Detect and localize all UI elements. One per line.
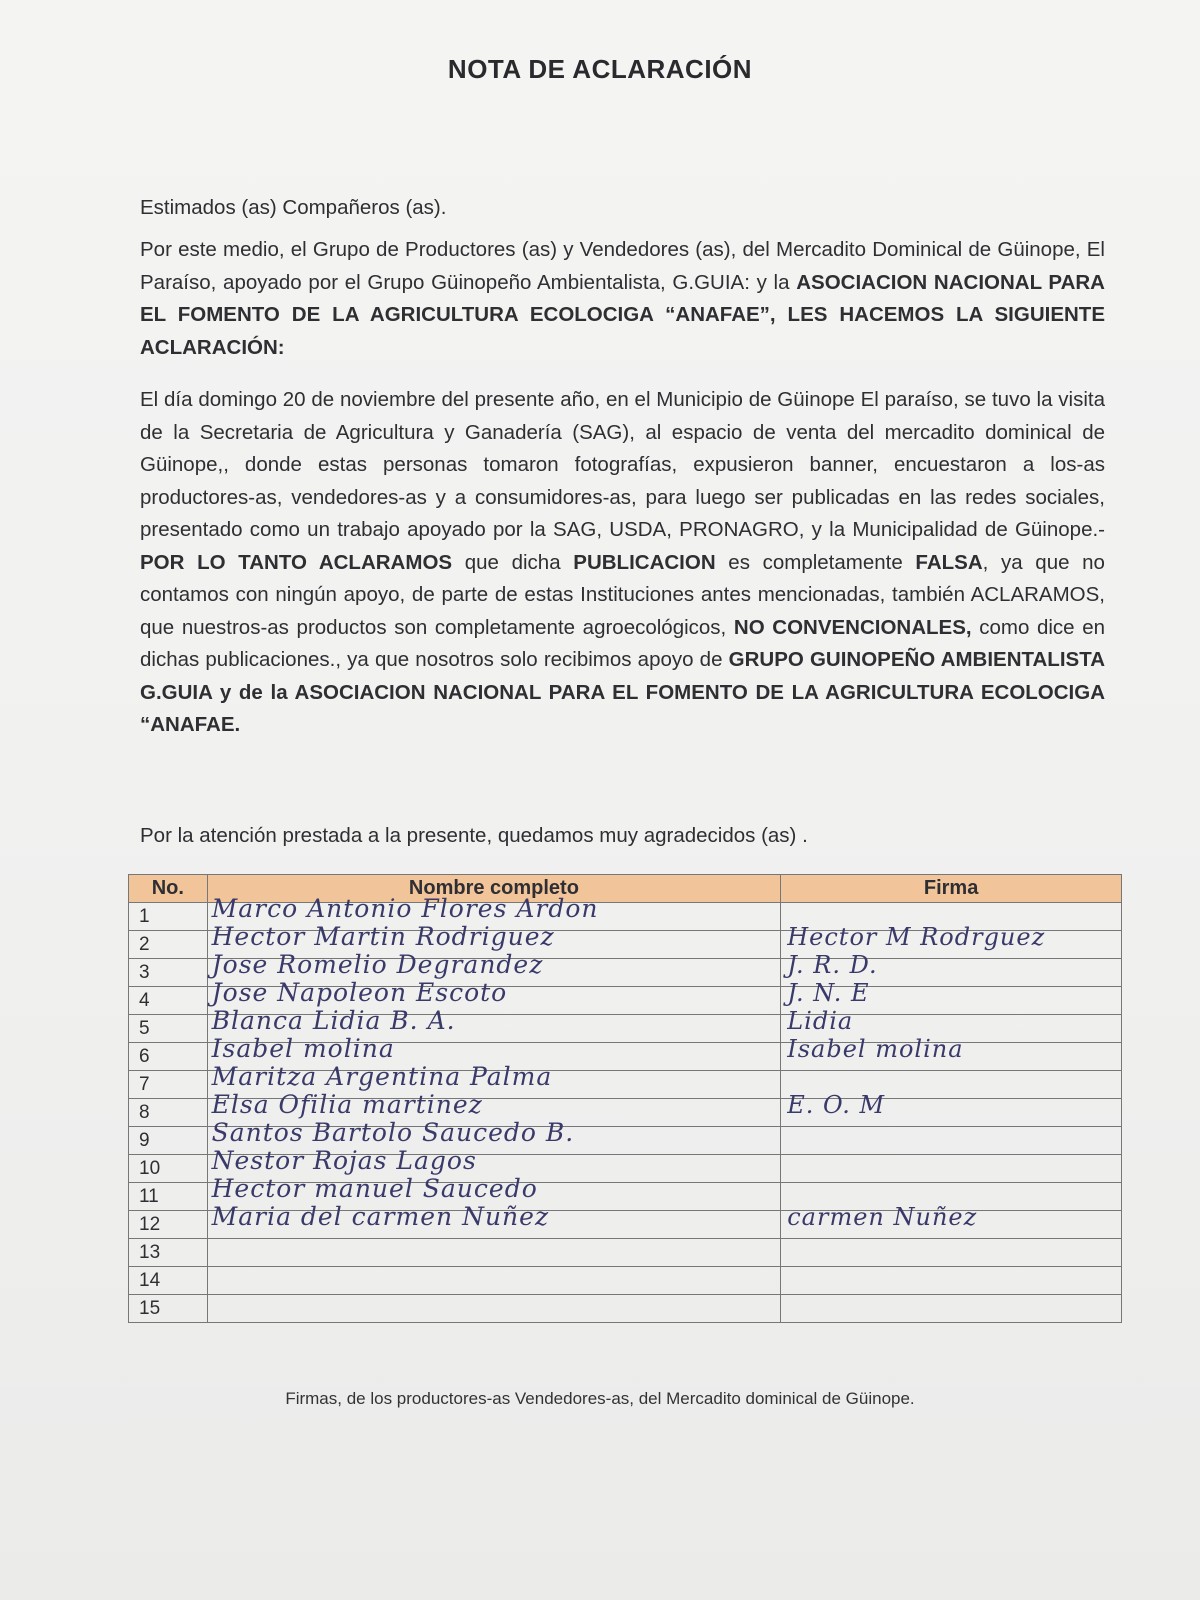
row-number: 8 xyxy=(129,1099,208,1127)
header-nombre: Nombre completo xyxy=(207,875,781,903)
row-firma-cell xyxy=(781,1091,1122,1127)
table-row xyxy=(129,1295,1122,1323)
signature: Lidia xyxy=(787,1007,854,1035)
row-number: 6 xyxy=(129,1043,208,1071)
greeting: Estimados (as) Compañeros (as). xyxy=(140,196,447,219)
row-number: 4 xyxy=(129,987,208,1015)
row-number: 13 xyxy=(129,1239,208,1267)
signature: Hector M Rodrguez xyxy=(787,923,1046,951)
row-number: 15 xyxy=(129,1295,208,1323)
signature-table xyxy=(128,874,1122,1323)
signature: Isabel molina xyxy=(787,1035,964,1063)
signature: E. O. M xyxy=(787,1091,886,1119)
body-text-4: , ya que no contamos con ningún apoyo, de parte de estas Instituciones antes mencionadas, también ACLARAMOS, que nuestros-as productos son completamente agroecológicos, xyxy=(140,550,1105,639)
handwritten-name: Elsa Ofilia martinez xyxy=(211,1090,483,1119)
body-text-3: es completamente xyxy=(715,550,916,574)
row-number: 14 xyxy=(129,1267,208,1295)
header-no: No. xyxy=(129,875,208,903)
body-text-5: como dice en dichas publicaciones., ya que nosotros solo recibimos apoyo de xyxy=(140,615,1106,671)
row-number: 3 xyxy=(129,959,208,987)
body-text-2: que dicha xyxy=(452,550,574,574)
handwritten-name: Hector manuel Saucedo xyxy=(211,1174,538,1203)
handwritten-name: Santos Bartolo Saucedo B. xyxy=(211,1118,575,1147)
row-number: 12 xyxy=(129,1211,208,1239)
row-firma-cell xyxy=(781,1155,1122,1183)
row-firma-cell xyxy=(781,1203,1122,1239)
intro-paragraph xyxy=(140,234,1105,364)
row-firma-cell xyxy=(781,1239,1122,1267)
row-number: 2 xyxy=(129,931,208,959)
row-number: 7 xyxy=(129,1071,208,1099)
signature: J. R. D. xyxy=(787,951,878,979)
row-firma-cell xyxy=(781,1127,1122,1155)
body-bold-4: NO CONVENCIONALES, xyxy=(733,615,972,639)
signature: carmen Nuñez xyxy=(787,1203,978,1231)
body-text-1: El día domingo 20 de noviembre del presente año, en el Municipio de Güinope El paraíso, se tuvo la visita de la Secretaria de Agricultura y Ganadería (SAG), al espacio de venta del mercadito dominical de Güinope,, donde estas personas tomaron fotografías, expusieron banner, encuestaron a los-as productores-as, vendedores-as y a consumidores-as, para luego ser publicadas en las redes sociales, presentado como un trabajo apoyado por la SAG, USDA, PRONAGRO, y la Municipalidad de Güinope.- xyxy=(140,388,1105,541)
handwritten-name: Isabel molina xyxy=(211,1034,395,1063)
signature: J. N. E xyxy=(787,979,870,1007)
closing-line: Por la atención prestada a la presente, quedamos muy agradecidos (as) . xyxy=(140,824,808,847)
row-name-cell xyxy=(207,1267,781,1295)
row-firma-cell xyxy=(781,1267,1122,1295)
handwritten-name: Maritza Argentina Palma xyxy=(211,1062,553,1091)
handwritten-name: Marco Antonio Flores Ardon xyxy=(211,894,599,923)
row-name-cell xyxy=(207,1202,781,1239)
handwritten-name: Jose Romelio Degrandez xyxy=(211,950,544,979)
body-paragraph xyxy=(140,384,1105,742)
table-row xyxy=(129,1267,1122,1295)
handwritten-name: Nestor Rojas Lagos xyxy=(211,1146,477,1175)
handwritten-name: Jose Napoleon Escoto xyxy=(211,978,508,1007)
row-name-cell xyxy=(207,1239,781,1267)
row-name-cell xyxy=(207,1295,781,1323)
document-title: NOTA DE ACLARACIÓN xyxy=(447,54,753,84)
handwritten-name: Hector Martin Rodriguez xyxy=(211,922,555,951)
handwritten-name: Blanca Lidia B. A. xyxy=(211,1006,456,1035)
body-bold-2: PUBLICACION xyxy=(573,550,716,574)
row-firma-cell xyxy=(781,1035,1122,1071)
row-number: 11 xyxy=(129,1183,208,1211)
intro-bold-text: ASOCIACION NACIONAL PARA EL FOMENTO DE LA AGRICULTURA ECOLOCIGA “ANAFAE”, LES HACEMOS LA SIGUIENTE ACLARACIÓN: xyxy=(140,270,1105,359)
row-number: 1 xyxy=(129,903,208,931)
row-number: 10 xyxy=(129,1155,208,1183)
row-firma-cell xyxy=(781,1295,1122,1323)
table-row xyxy=(129,1211,1122,1239)
intro-text: Por este medio, el Grupo de Productores (as) y Vendedores (as), del Mercadito Dominical de Güinope, El Paraíso, apoyado por el Grupo Güinopeño Ambientalista, G.GUIA: y la xyxy=(140,238,1105,294)
header-firma: Firma xyxy=(781,875,1122,903)
row-number: 5 xyxy=(129,1015,208,1043)
body-bold-3: FALSA xyxy=(915,550,983,574)
body-bold-5: GRUPO GUINOPEÑO AMBIENTALISTA G.GUIA y de la ASOCIACION NACIONAL PARA EL FOMENTO DE LA AGRICULTURA ECOLOCIGA “ANAFAE. xyxy=(140,648,1105,736)
footer-caption: Firmas, de los productores-as Vendedores-as, del Mercadito dominical de Güinope. xyxy=(285,1389,915,1408)
handwritten-name: Maria del carmen Nuñez xyxy=(211,1202,550,1231)
row-number: 9 xyxy=(129,1127,208,1155)
body-bold-1: POR LO TANTO ACLARAMOS xyxy=(140,550,453,574)
table-row xyxy=(129,1239,1122,1267)
